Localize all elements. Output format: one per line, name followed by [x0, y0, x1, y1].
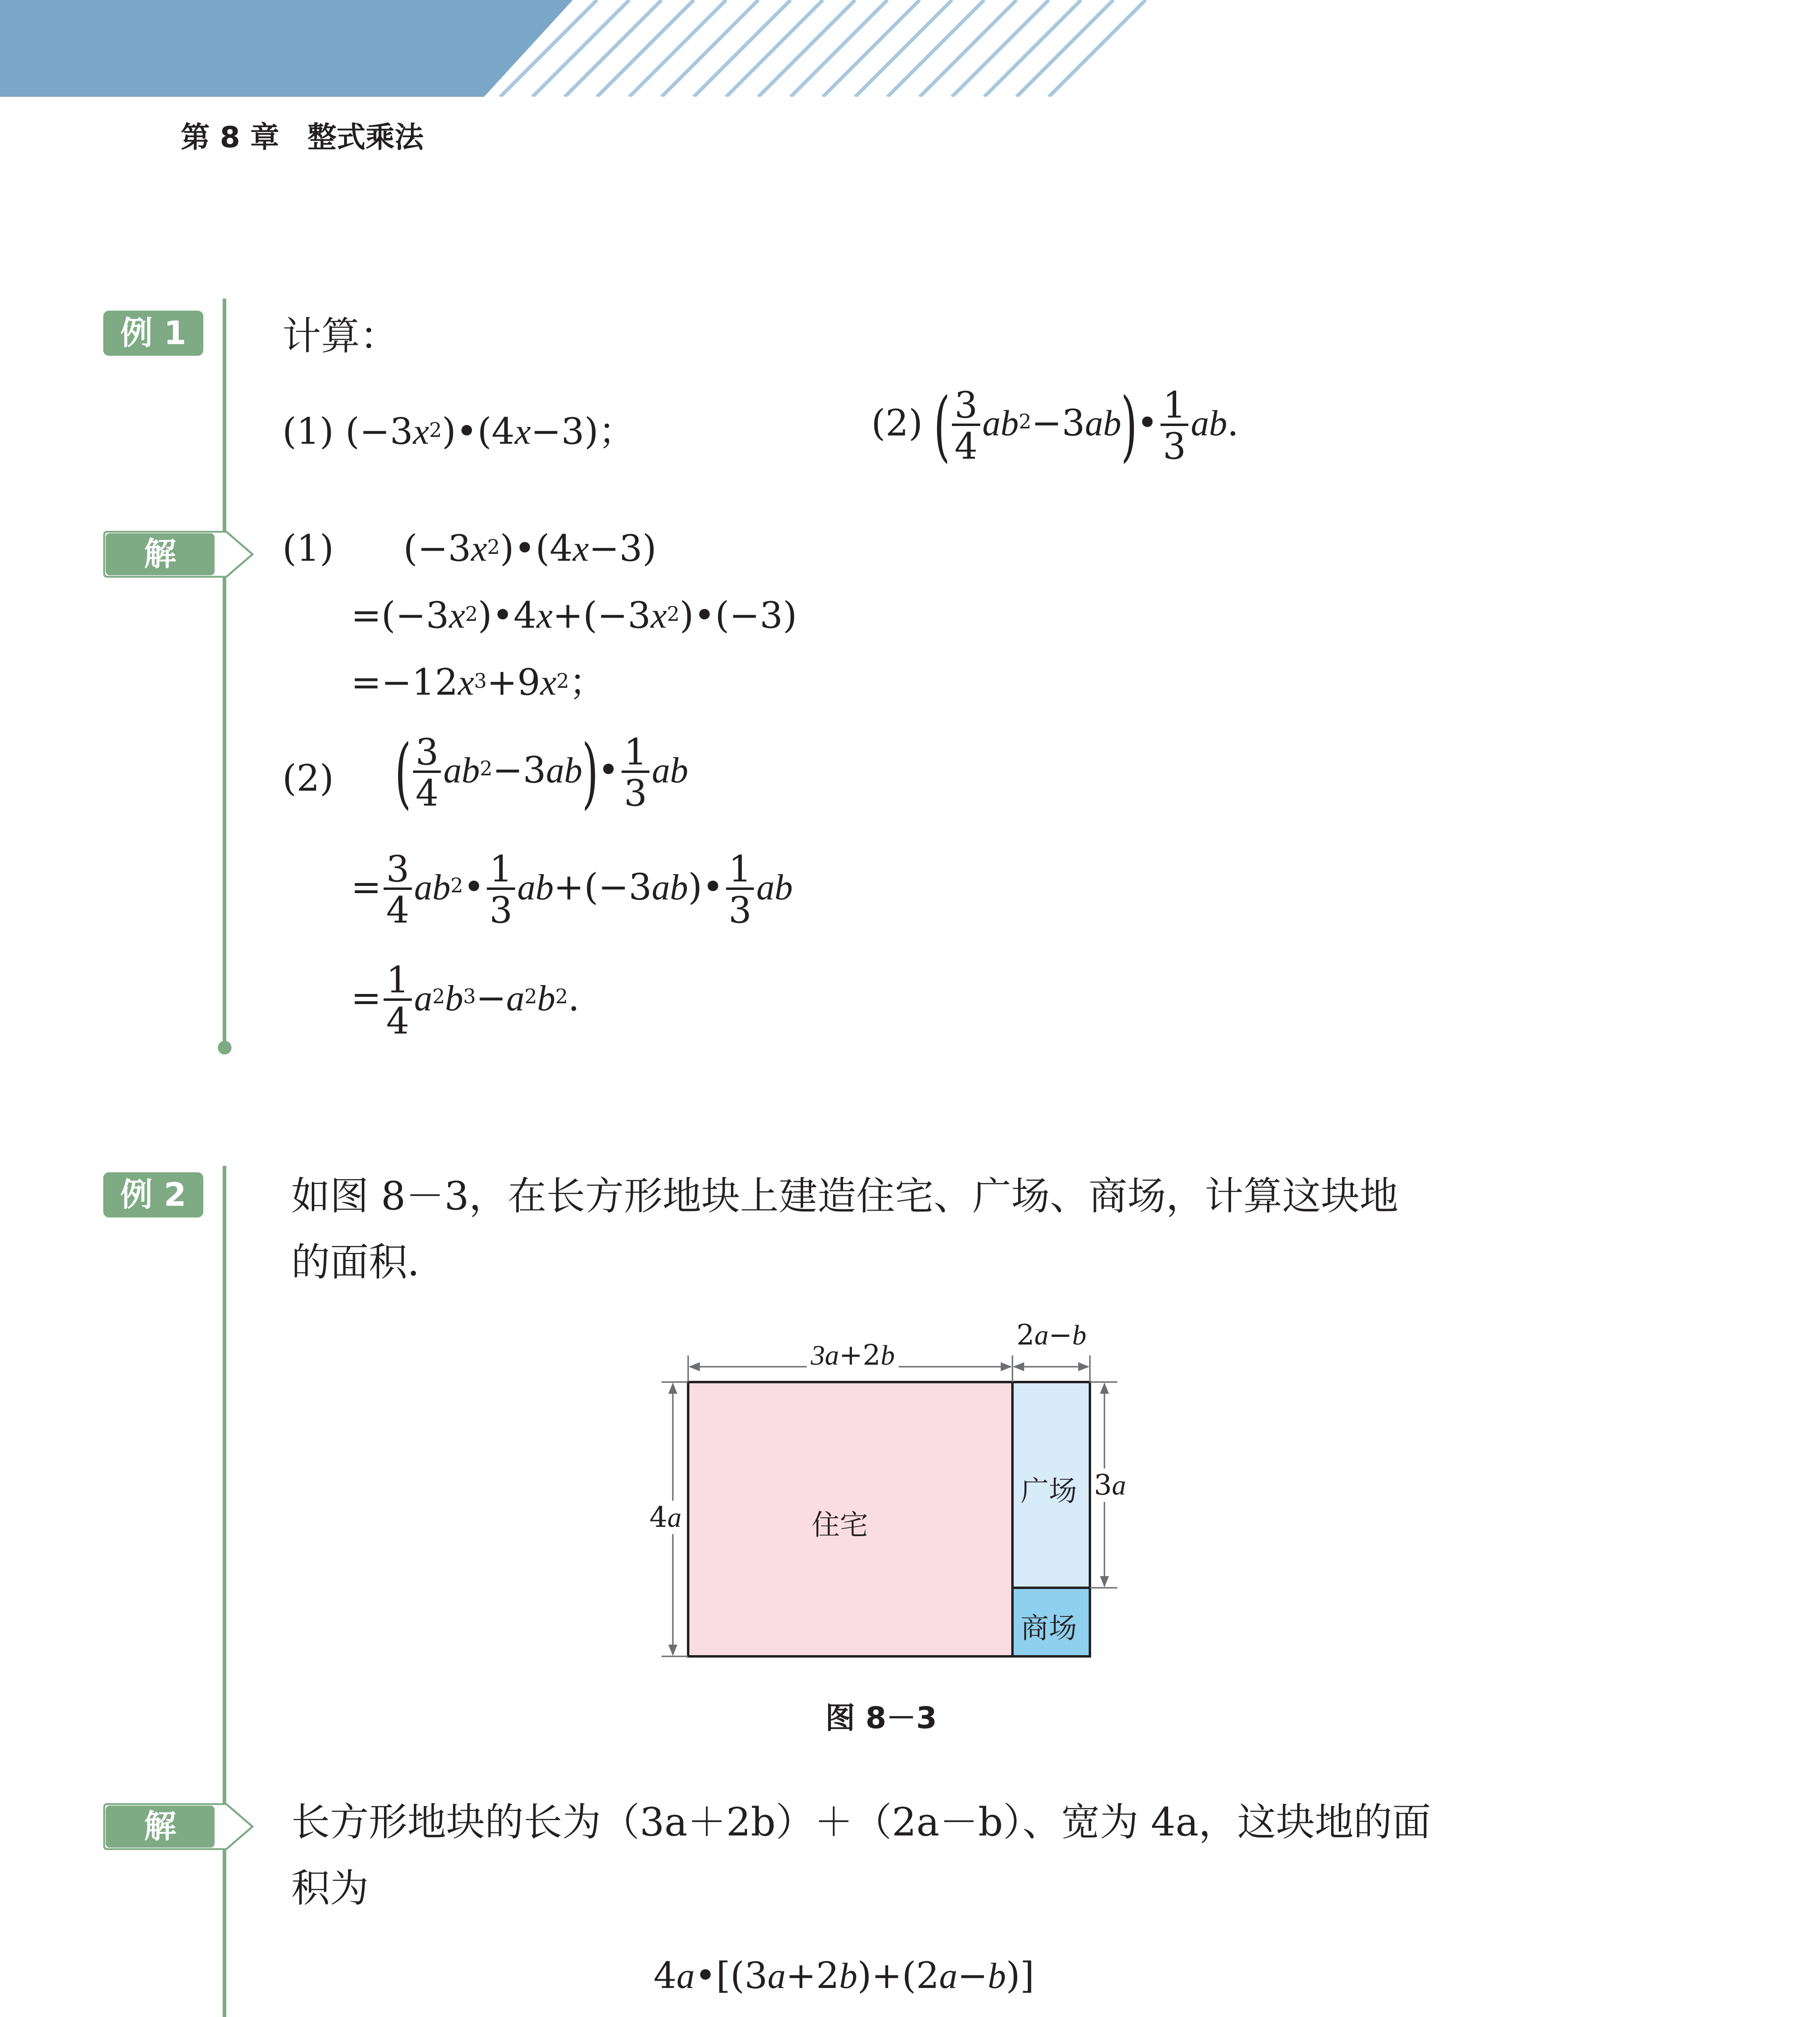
figure-caption: 图 8－3	[825, 1701, 937, 1735]
example1-intro: 计算：	[282, 313, 399, 359]
problem2-label: (2)	[871, 402, 923, 445]
example1-problem1	[282, 407, 635, 456]
label-top-width: 3a+2b	[807, 1338, 899, 1372]
solution1-part2-line2: = $\frac{3}{4}$ $ab^2•$ $\frac{1}{3}$ ab+(−3ab)• $\frac{1}{3}$ ab	[351, 848, 793, 931]
problem2-expression: ( $\frac{3}{4}$ $ab^2-3ab)•$ $\frac{1}{3}$ ab.	[933, 381, 1239, 470]
example2-question-line1: 如图 8－3，在长方形地块上建造住宅、广场、商场，计算这块地	[291, 1173, 1398, 1219]
example2-question-line2: 的面积．	[291, 1240, 446, 1285]
solution1-part1-label: (1)	[282, 527, 334, 570]
solution1-part2-line1: ( $\frac{3}{4}$ $ab^2-3ab)•$ $\frac{1}{3}$ ab	[394, 728, 689, 817]
solution2-text-line1: 长方形地块的长为（3a＋2b）＋（2a－b）、宽为 4a，这块地的面	[291, 1800, 1431, 1845]
solution1-part1-line3: $=-12x^3+9x^2$；	[351, 661, 605, 704]
chapter-title	[181, 114, 424, 156]
label-left-height: 4a	[649, 1501, 682, 1534]
label-right-height: 3a	[1094, 1468, 1126, 1501]
solution1-badge: 解	[144, 535, 176, 573]
solution1-part1-line2: $=(-3x^2)•4x+(-3x^2)•(-3)$	[351, 594, 797, 637]
problem1-label: (1)	[282, 410, 334, 453]
label-mall: 商场	[1021, 1612, 1077, 1645]
header-band	[0, 0, 1820, 97]
solution1-part1-line1: $(-3x^2)•(4x-3)$	[403, 527, 657, 570]
timeline-line-example2	[223, 1166, 226, 2017]
solution2-text-line2: 积为	[291, 1866, 369, 1911]
example2-badge: 例 2	[103, 1172, 203, 1217]
timeline-line-example1	[223, 299, 226, 1049]
example1-problem2	[871, 381, 1239, 470]
solution1-part2-line3: = $\frac{1}{4}$ $a^2b^3-a^2b^2$.	[351, 959, 580, 1042]
example1-badge: 例 1	[103, 311, 203, 356]
solution2-line1: 4a•[(3a+2b)+(2a−b)]	[653, 1954, 1035, 1997]
chapter-number: 第 8 章	[181, 120, 280, 154]
solution1-part2-label: (2)	[282, 757, 334, 800]
chapter-name: 整式乘法	[307, 120, 424, 154]
problem1-expression: $(-3x^2)•(4x-3)$；	[345, 410, 635, 453]
solution2-badge: 解	[144, 1808, 176, 1845]
label-right-width: 2a−b	[1016, 1318, 1087, 1351]
label-plaza: 广场	[1021, 1474, 1077, 1508]
label-residential: 住宅	[812, 1508, 868, 1541]
timeline-dot-example1	[218, 1041, 232, 1054]
